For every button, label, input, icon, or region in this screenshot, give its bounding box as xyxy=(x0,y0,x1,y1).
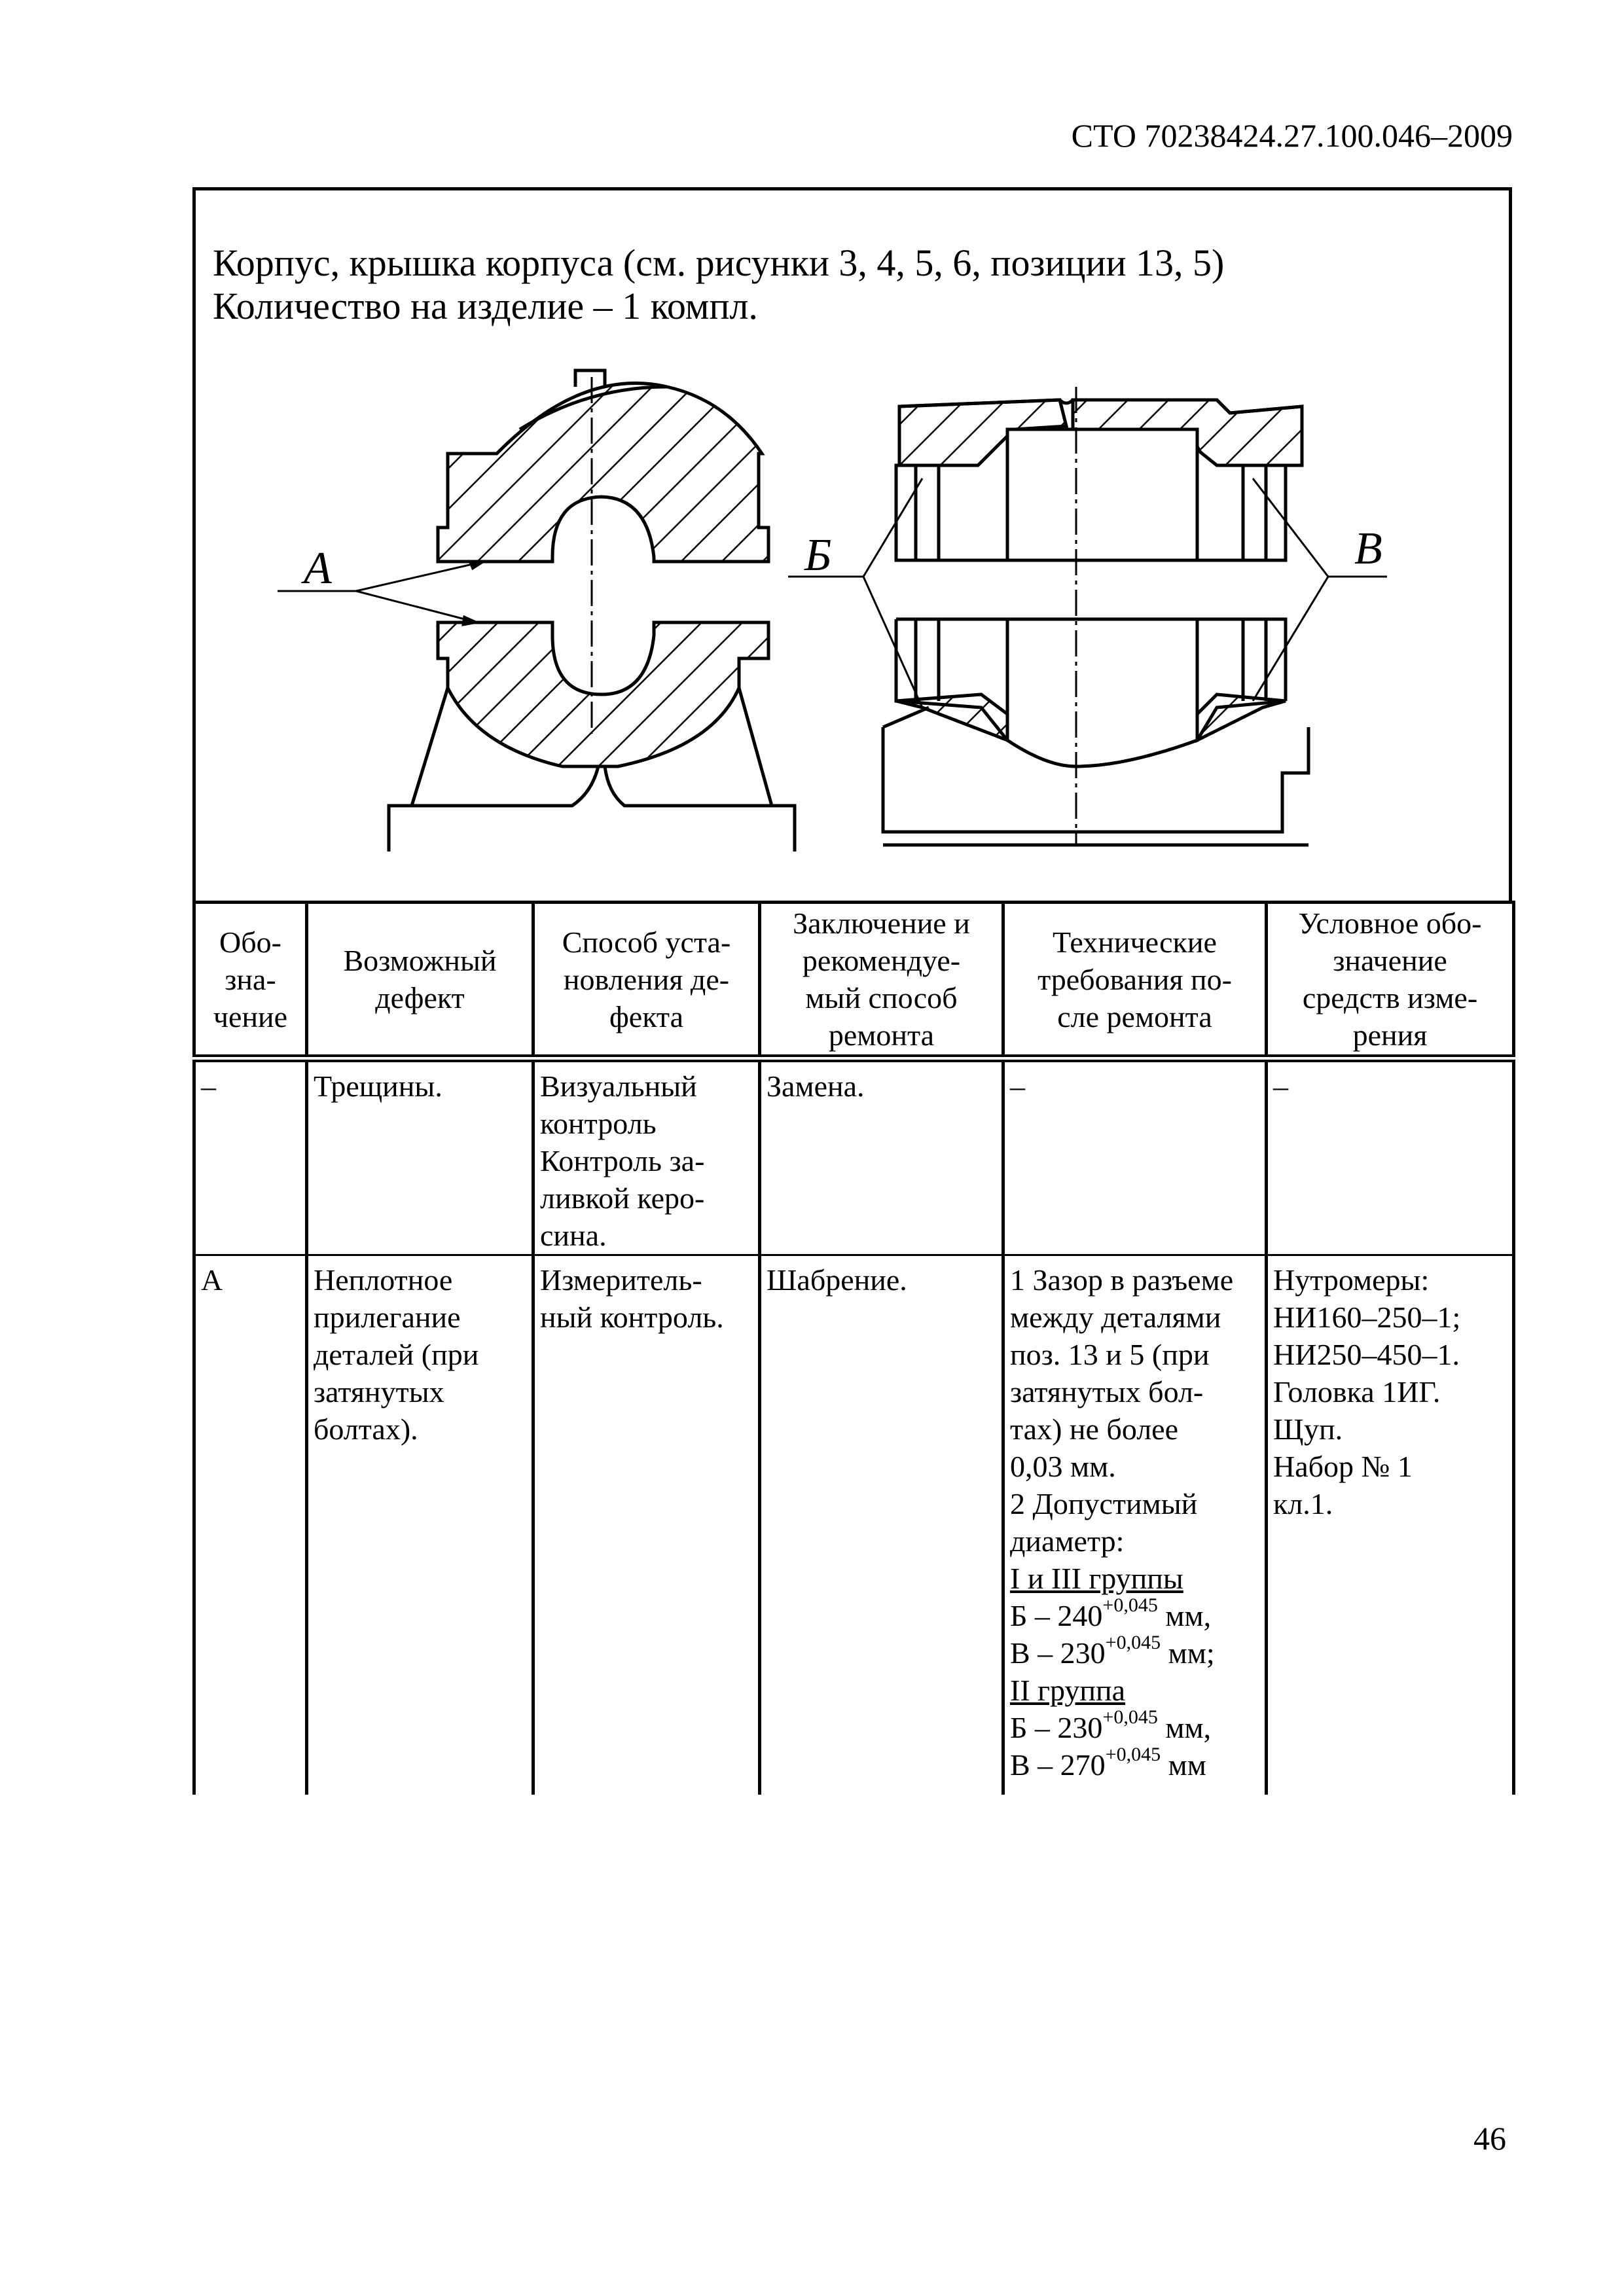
document-code: СТО 70238424.27.100.046–2009 xyxy=(1071,117,1513,154)
page-number: 46 xyxy=(1473,2120,1506,2157)
group-1-diameter-v: В – $230^{+0,045}$ мм; xyxy=(1010,1632,1215,1670)
cell-conclusion: Замена. xyxy=(760,1058,1003,1255)
leader-v xyxy=(1253,478,1387,701)
cell-defect: Трещины. xyxy=(307,1058,533,1255)
group-1-diameter-b: Б – $240^{+0,045}$ мм, xyxy=(1010,1594,1212,1632)
label-v: В xyxy=(1354,524,1382,574)
table-header-row xyxy=(194,903,1514,1059)
cell-requirements xyxy=(1003,1255,1267,1795)
right-bottom-section xyxy=(883,619,1308,845)
header-detection-method: Способ уста- новления де- фекта xyxy=(533,903,760,1059)
cell-measurement-tools: Нутромеры: НИ160–250–1; НИ250–450–1. Головка 1ИГ. Щуп. Набор № 1 кл.1. xyxy=(1267,1255,1514,1795)
table-row xyxy=(194,1255,1514,1795)
defects-table xyxy=(192,901,1515,1795)
group-2-diameter-v: В – $270^{+0,045}$ мм xyxy=(1010,1744,1206,1782)
housing-cross-section-drawing xyxy=(196,190,1509,904)
header-defect: Возможный дефект xyxy=(307,903,533,1059)
header-measurement-tools: Условное обо- значение средств изме- рения xyxy=(1267,903,1514,1059)
group-2-diameter-b: Б – $230^{+0,045}$ мм, xyxy=(1010,1706,1212,1744)
cell-detection-method: Измеритель- ный контроль. xyxy=(533,1255,760,1795)
label-b: Б xyxy=(804,530,832,581)
header-conclusion: Заключение и рекомендуе- мый способ ремонта xyxy=(760,903,1003,1059)
cell-measurement-tools: – xyxy=(1267,1058,1514,1255)
requirements-text: 1 Зазор в разъеме между деталями поз. 13 и 5 (при затянутых бол- тах) не более 0,03 мм. 2 Допустимый диаметр: xyxy=(1010,1263,1234,1558)
right-top-section xyxy=(896,387,1302,845)
group-1-title: I и III группы xyxy=(1010,1562,1183,1595)
cell-defect: Неплотное прилегание деталей (при затянутых болтах). xyxy=(307,1255,533,1795)
label-a: А xyxy=(304,543,332,594)
cell-designation: – xyxy=(194,1058,307,1255)
header-designation: Обо- зна- чение xyxy=(194,903,307,1059)
leader-b xyxy=(788,478,922,708)
cell-designation: А xyxy=(194,1255,307,1795)
left-body-section xyxy=(389,622,795,852)
cell-conclusion: Шабрение. xyxy=(760,1255,1003,1795)
caption-line-2: Количество на изделие – 1 компл. xyxy=(213,285,758,327)
figure-frame xyxy=(192,187,1512,901)
group-2-title: II группа xyxy=(1010,1674,1126,1707)
header-requirements: Технические требования по- сле ремонта xyxy=(1003,903,1267,1059)
table-row xyxy=(194,1058,1514,1255)
caption-line-1: Корпус, крышка корпуса (см. рисунки 3, 4, 5, 6, позиции 13, 5) xyxy=(213,242,1225,284)
cell-detection-method: Визуальный контроль Контроль за- ливкой керо- сина. xyxy=(533,1058,760,1255)
cell-requirements: – xyxy=(1003,1058,1267,1255)
